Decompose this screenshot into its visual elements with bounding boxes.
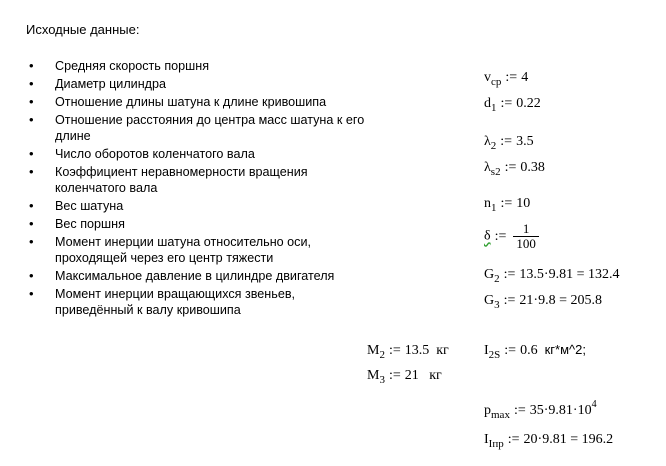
- formula-I2S: $I_{2S}$ := 0.6 кг*м^2;: [484, 342, 586, 361]
- list-item: • Диаметр цилиндра: [26, 76, 366, 92]
- list-item: • Коэффициент неравномерности вращения коленчатого вала: [26, 164, 366, 196]
- list-item: • Средняя скорость поршня: [26, 58, 366, 74]
- formula-delta: δ := $\frac{1}{100}$: [484, 222, 539, 251]
- formula-pmax: $p_{max}$ := $35\cdot 9.81\cdot 10^4$: [484, 399, 597, 421]
- list-item: • Максимальное давление в цилиндре двигателя: [26, 268, 366, 284]
- list-item: • Вес шатуна: [26, 198, 366, 214]
- formula-n1: $n_1$ := 10: [484, 196, 531, 214]
- formula-vcp: $v_{cp}$ := 4: [484, 70, 529, 88]
- list-item: • Отношение расстояния до центра масс шатуна к его длине: [26, 112, 366, 144]
- formula-lambdas2: $\lambda_{s2}$ := 0.38: [484, 160, 545, 178]
- list-item: • Отношение длины шатуна к длине кривошипа: [26, 94, 366, 110]
- formula-G2: $G_2$ := 13.5·9.81 = 132.4: [484, 267, 620, 285]
- input-data-list: [26, 58, 366, 320]
- fraction: $\frac{1}{100}$: [513, 222, 539, 251]
- section-heading: Исходные данные:: [26, 22, 140, 37]
- formula-lambda2: $\lambda_2$ := 3.5: [484, 134, 534, 152]
- formula-M3: $M_3$ := 21 кг: [367, 368, 442, 386]
- list-item: • Момент инерции шатуна относительно оси, проходящей через его центр тяжести: [26, 234, 366, 266]
- list-item: • Вес поршня: [26, 216, 366, 232]
- formula-Iinp: $I_{Iпр}$ := 20·9.81 = 196.2: [484, 432, 614, 450]
- list-item: • Число оборотов коленчатого вала: [26, 146, 366, 162]
- formula-M2: $M_2$ := 13.5 кг: [367, 343, 449, 361]
- list-item: • Момент инерции вращающихся звеньев, приведённый к валу кривошипа: [26, 286, 366, 318]
- formula-d1: $d_1$ := 0.22: [484, 96, 541, 114]
- formula-G3: $G_3$ := 21·9.8 = 205.8: [484, 293, 602, 311]
